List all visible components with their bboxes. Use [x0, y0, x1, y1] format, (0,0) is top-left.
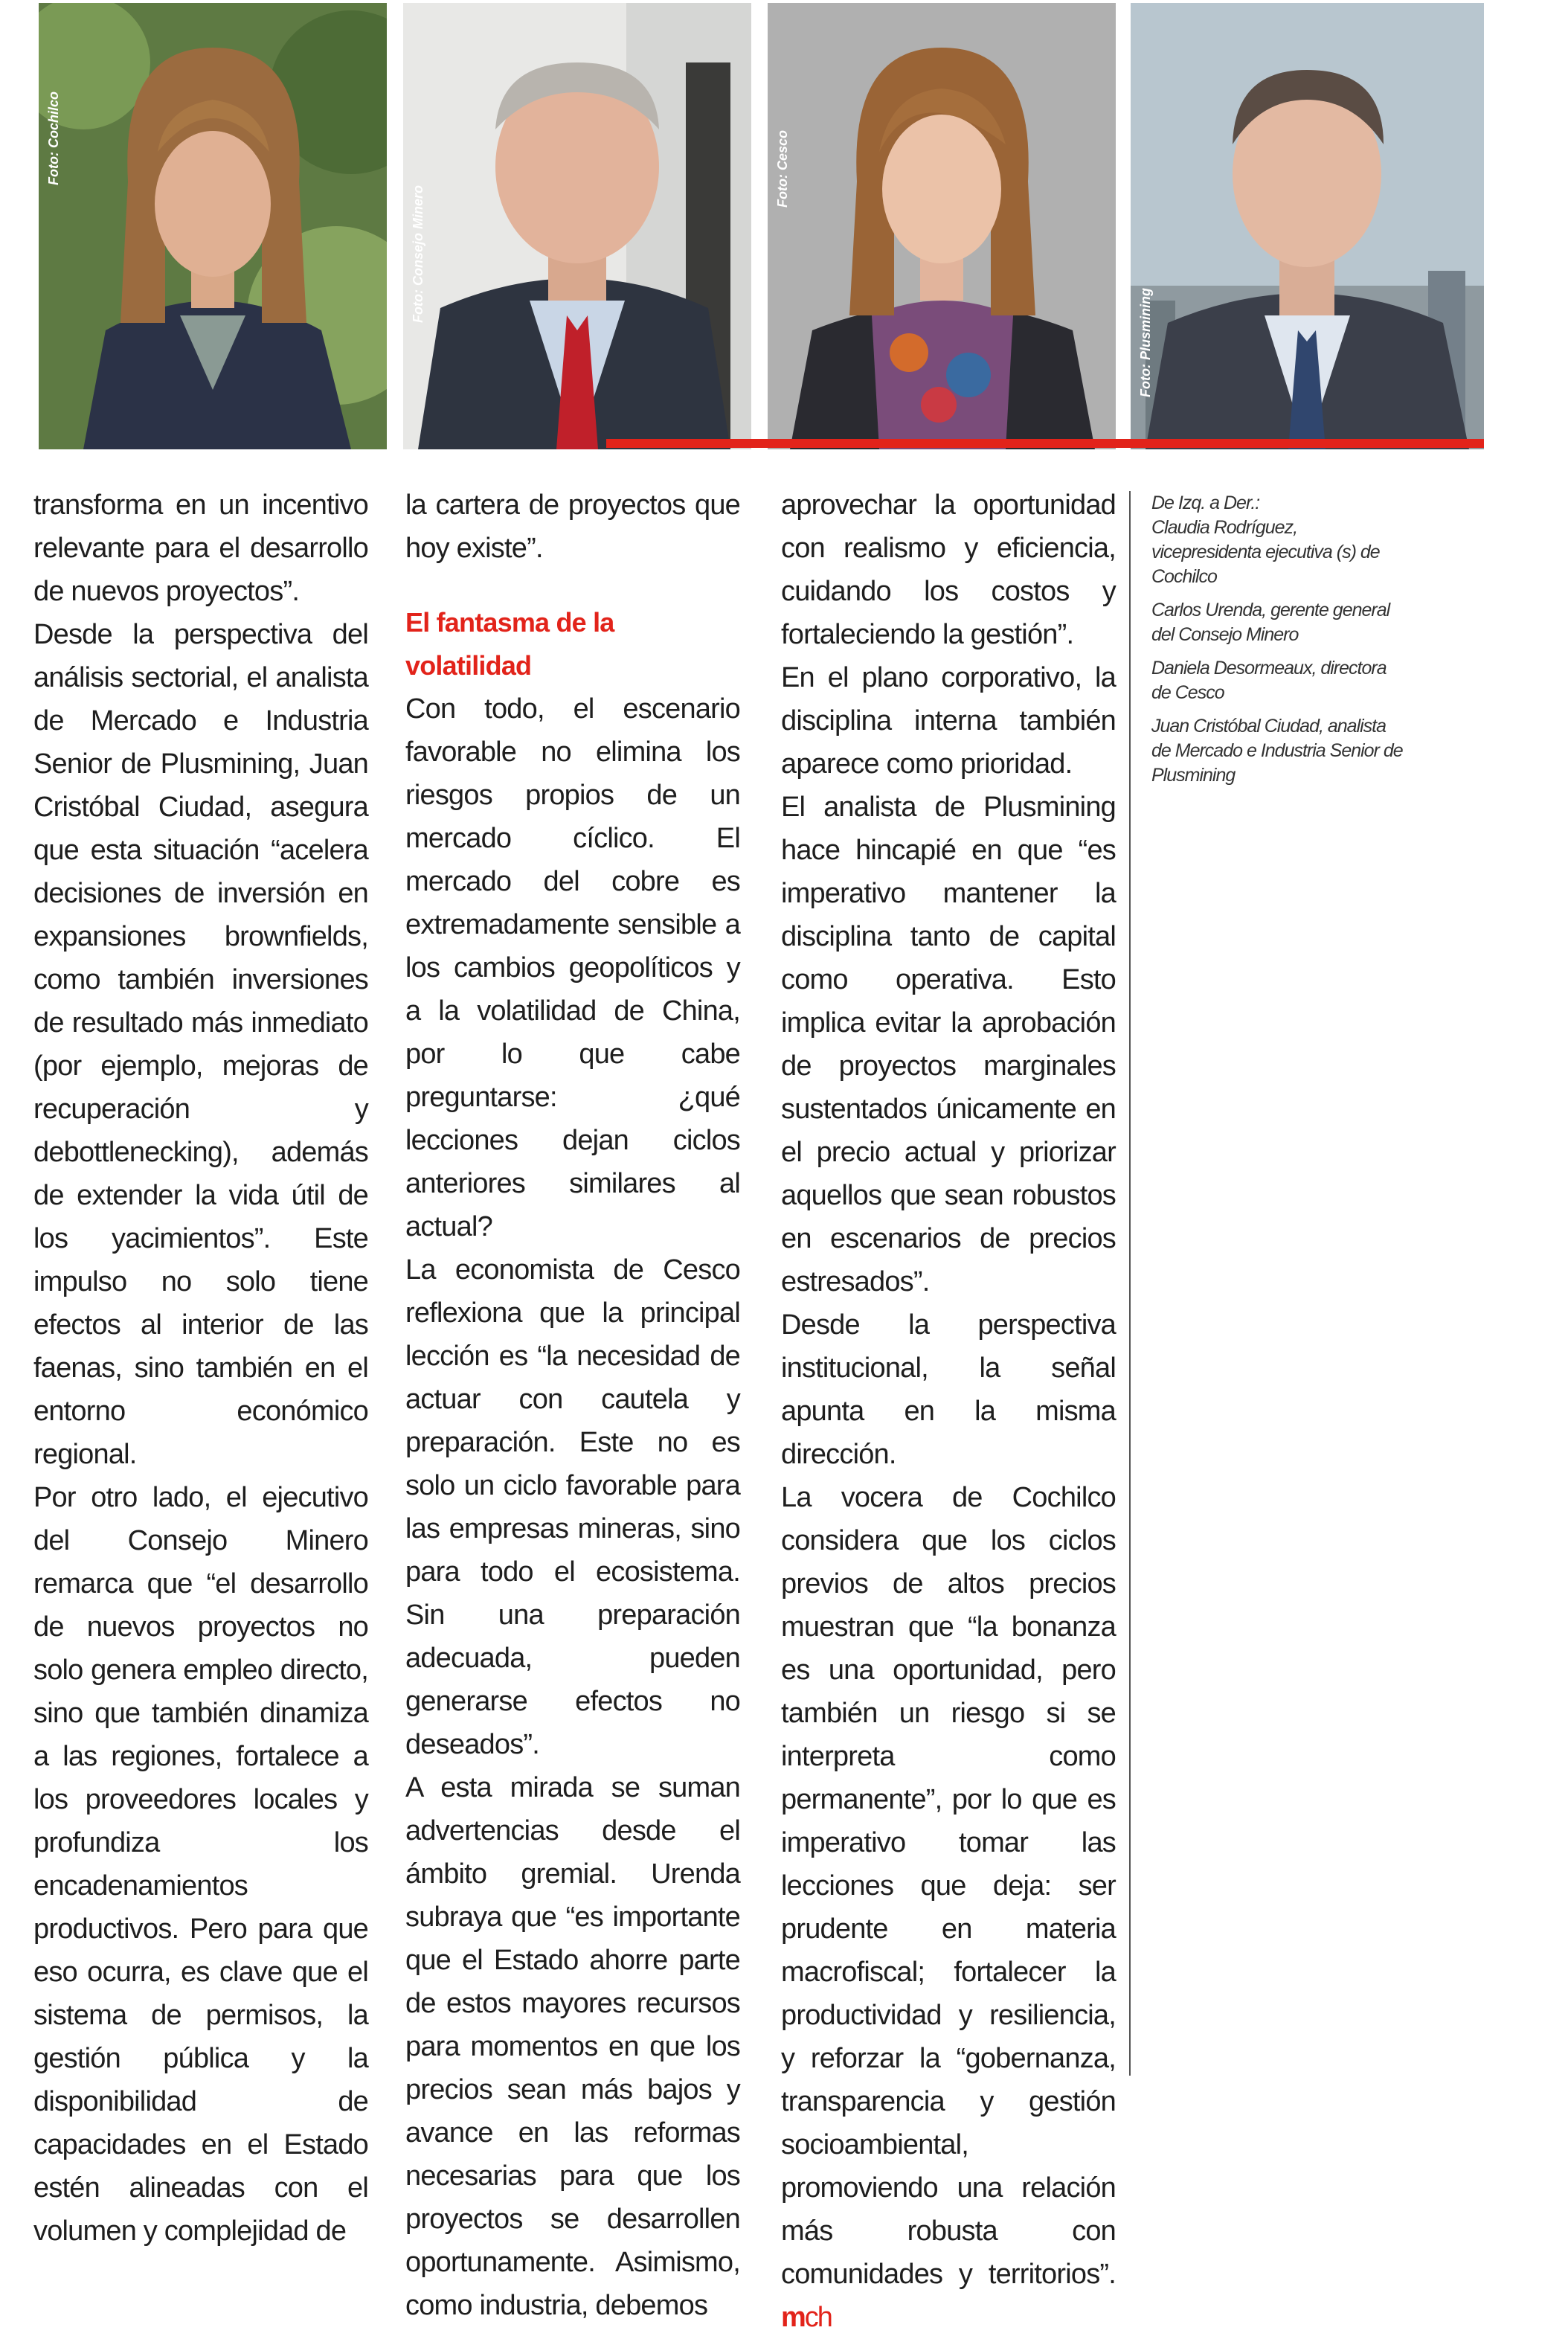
- article-column-2: [405, 484, 740, 2327]
- photo-credit: Foto: Consejo Minero: [411, 185, 425, 323]
- photo-caption: [1151, 491, 1404, 797]
- photo-credit: Foto: Cesco: [775, 129, 790, 208]
- paragraph: El analista de Plusmining hace hincapié en que “es imperativo mantener la disciplina tanto de capital como operativa. Esto implica evitar la aprobación de proyectos marginales sustentados únicamente en el precio actual y priorizar aquellos que sean robustos en escenarios de precios estresados”.: [781, 792, 1116, 1297]
- paragraph: la cartera de proyectos que hoy existe”.: [405, 490, 740, 564]
- paragraph: En el plano corporativo, la disciplina interna también aparece como prioridad.: [781, 662, 1116, 780]
- decorative-red-bar: [606, 439, 1484, 448]
- magazine-end-mark: [781, 2302, 832, 2333]
- paragraph: Con todo, el escenario favorable no elimina los riesgos propios de un mercado cíclico. El mercado del cobre es extremadamente sensible a los cambios geopolíticos y a la volatilidad de China, por lo que cabe preguntarse: ¿qué lecciones dejan ciclos anteriores similares al actual?: [405, 693, 740, 1242]
- paragraph: aprovechar la oportunidad con realismo y eficiencia, cuidando los costos y fortaleciendo la gestión”.: [781, 490, 1116, 650]
- paragraph: Desde la perspectiva del análisis sectorial, el analista de Mercado e Industria Senior de Plusmining, Juan Cristóbal Ciudad, asegura que esta situación “acelera decisiones de inversión en expansiones brownfields, como también inversiones de resultado más inmediato (por ejemplo, mejoras de recuperación y debottlenecking), además de extender la vida útil de los yacimientos”. Este impulso no solo tiene efectos al interior de las faenas, sino también en el entorno económico regional.: [33, 619, 368, 1470]
- paragraph: Por otro lado, el ejecutivo del Consejo Minero remarca que “el desarrollo de nuevos proyectos no solo genera empleo directo, sino que también dinamiza a las regiones, fortalece a los proveedores locales y profundiza los encadenamientos productivos. Pero para que eso ocurra, es clave que el sistema de permisos, la gestión pública y la disponibilidad de capacidades en el Estado estén alineadas con el volumen y complejidad de: [33, 1482, 368, 2247]
- end-mark-ch: ch: [804, 2302, 832, 2333]
- caption-lead: De Izq. a Der.:: [1151, 492, 1260, 513]
- photo-carlos-urenda: [403, 3, 751, 449]
- caption-person: Carlos Urenda, gerente general del Consejo Minero: [1151, 600, 1390, 645]
- photo-credit: Foto: Plusmining: [1138, 288, 1153, 397]
- caption-divider: [1129, 491, 1131, 2076]
- paragraph: [781, 1476, 1116, 2339]
- article-column-3: [781, 484, 1116, 2339]
- section-heading: El fantasma de la volatilidad: [405, 607, 614, 681]
- caption-person: Juan Cristóbal Ciudad, analista de Mercado e Industria Senior de Plusmining: [1151, 716, 1403, 786]
- paragraph: La economista de Cesco reflexiona que la principal lección es “la necesidad de actuar con cautela y preparación. Este no es solo un ciclo favorable para las empresas mineras, sino para todo el ecosistema. Sin una preparación adecuada, pueden generarse efectos no deseados”.: [405, 1254, 740, 1760]
- paragraph: Desde la perspectiva institucional, la señal apunta en la misma dirección.: [781, 1309, 1116, 1470]
- paragraph-text: La vocera de Cochilco considera que los ciclos previos de altos precios muestran que “la bonanza es una oportunidad, pero también un riesgo si se interpreta como permanente”, por lo que es imperativo tomar las lecciones que deja: ser prudente en materia macrofiscal; fortalecer la productividad y resiliencia, y reforzar la “gobernanza, transparencia y gestión socioambiental, promoviendo una relación más robusta con comunidades y territorios”.: [781, 1482, 1116, 2290]
- end-mark-m: m: [781, 2302, 805, 2333]
- photo-juan-cristobal-ciudad: [1131, 3, 1484, 449]
- paragraph: transforma en un incentivo relevante para el desarrollo de nuevos proyectos”.: [33, 490, 368, 607]
- caption-person: Daniela Desormeaux, directora de Cesco: [1151, 658, 1387, 703]
- paragraph: A esta mirada se suman advertencias desde el ámbito gremial. Urenda subraya que “es importante que el Estado ahorre parte de estos mayores recursos para momentos en que los precios sean más bajos y avance en las reformas necesarias para que los proyectos se desarrollen oportunamente. Asimismo, como industria, debemos: [405, 1772, 740, 2321]
- photo-credit: Foto: Cochilco: [46, 92, 61, 185]
- photo-daniela-desormeaux: [768, 3, 1116, 449]
- article-column-1: [33, 484, 368, 2253]
- caption-person: Claudia Rodríguez, vicepresidenta ejecutiva (s) de Cochilco: [1151, 517, 1380, 587]
- photo-claudia-rodriguez: [39, 3, 387, 449]
